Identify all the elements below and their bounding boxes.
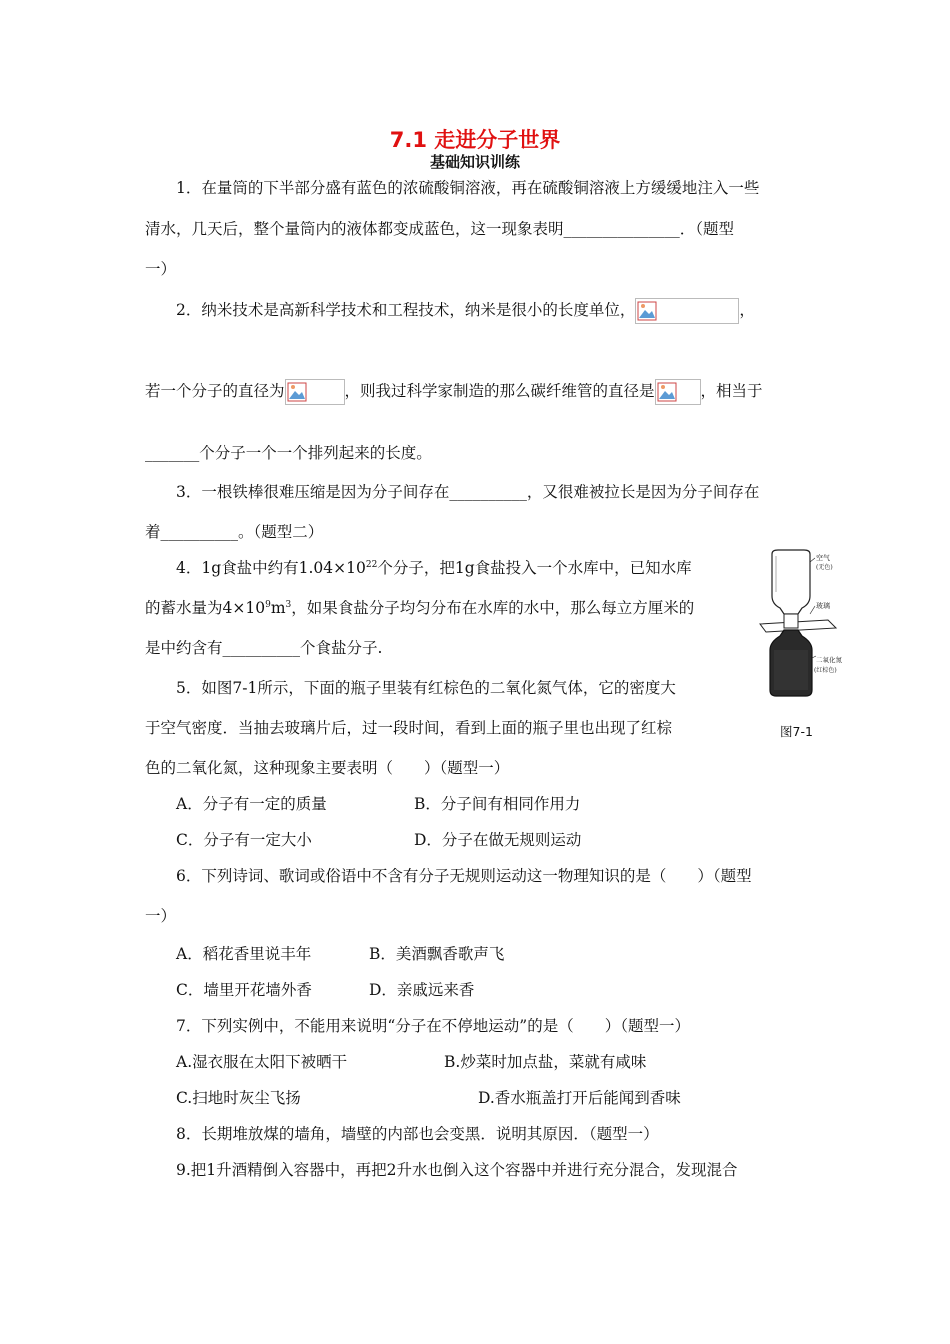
broken-image-icon <box>635 298 739 324</box>
q3-line1: 3．一根铁棒很难压缩是因为分子间存在__________，又很难被拉长是因为分子间存在 <box>176 483 760 501</box>
figure-caption: 图7-1 <box>780 724 813 739</box>
q7-line1: 7．下列实例中，不能用来说明“分子在不停地运动”的是（ ）（题型一） <box>176 1017 690 1035</box>
q4-exponent-3: 3 <box>285 599 292 610</box>
q5-line1: 5．如图7-1所示，下面的瓶子里装有红棕色的二氧化氮气体，它的密度大 <box>176 679 676 697</box>
q4-line2 <box>145 598 694 618</box>
q7-option-a: A.湿衣服在太阳下被晒干 <box>176 1053 348 1071</box>
q2-line1 <box>176 298 755 324</box>
q2-line1-end: ， <box>739 301 755 319</box>
broken-image-icon <box>285 379 345 405</box>
q9-line1: 9.把1升酒精倒入容器中，再把2升水也倒入这个容器中并进行充分混合，发现混合 <box>176 1161 738 1179</box>
q6-option-a: A．稻花香里说丰年 <box>176 945 312 963</box>
q4-line2-c: ，如果食盐分子均匀分布在水库的水中，那么每立方厘米的 <box>291 599 695 617</box>
q2-line2-c: ，相当于 <box>700 382 763 400</box>
q5-line2: 于空气密度．当抽去玻璃片后，过一段时间，看到上面的瓶子里也出现了红棕 <box>145 719 673 737</box>
q2-line2 <box>145 379 763 405</box>
q7-option-b: B.炒菜时加点盐，菜就有咸味 <box>444 1053 647 1071</box>
q2-line2-b: ，则我过科学家制造的那么碳纤维管的直径是 <box>344 382 655 400</box>
q4-line2-a: 的蓄水量为4×10 <box>145 599 266 617</box>
q6-option-d: D．亲戚远来香 <box>369 981 475 999</box>
q4-line1-a: 4．1g食盐中约有1.04×10 <box>176 559 366 577</box>
q6-line1: 6．下列诗词、歌词或俗语中不含有分子无规则运动这一物理知识的是（ ）（题型 <box>176 867 752 885</box>
figure-label-air-color: (无色) <box>816 564 833 571</box>
q6-option-c: C．墙里开花墙外香 <box>176 981 312 999</box>
q8-line1: 8．长期堆放煤的墙角，墙壁的内部也会变黑．说明其原因．（题型一） <box>176 1125 659 1143</box>
q4-unit: m <box>270 599 286 617</box>
q4-exponent-2: 9 <box>265 599 271 610</box>
q4-line1 <box>176 558 692 578</box>
q1-line1: 1．在量筒的下半部分盛有蓝色的浓硫酸铜溶液，再在硫酸铜溶液上方缓缓地注入一些 <box>176 179 760 197</box>
figure-label-no2: 二氧化氮 <box>816 656 842 664</box>
q1-line3: 一） <box>145 260 177 278</box>
section-subtitle: 基础知识训练 <box>429 153 520 171</box>
q4-exponent-1: 22 <box>365 559 378 570</box>
q2-line3: _______个分子一个一个排列起来的长度。 <box>145 444 432 462</box>
q5-option-b: B．分子间有相同作用力 <box>414 795 581 813</box>
figure-label-air: 空气 <box>816 554 830 562</box>
broken-image-icon <box>655 379 701 405</box>
q5-option-d: D．分子在做无规则运动 <box>414 831 582 849</box>
q7-option-d: D.香水瓶盖打开后能闻到香味 <box>478 1089 681 1107</box>
q5-option-a: A．分子有一定的质量 <box>176 795 327 813</box>
q4-line3: 是中约含有__________个食盐分子. <box>145 639 383 657</box>
figure-label-no2-color: (红棕色) <box>814 667 837 674</box>
q5-option-c: C．分子有一定大小 <box>176 831 312 849</box>
q3-line2: 着__________。（题型二） <box>145 523 324 541</box>
q5-line3: 色的二氧化氮，这种现象主要表明（ ）（题型一） <box>145 759 510 777</box>
figure-label-glass: 玻璃 <box>816 602 830 610</box>
q7-option-c: C.扫地时灰尘飞扬 <box>176 1089 301 1107</box>
page-title: 7.1 走进分子世界 <box>389 128 561 152</box>
q6-line2: 一） <box>145 907 177 925</box>
q2-line2-a: 若一个分子的直径为 <box>145 382 285 400</box>
gas-diffusion-figure <box>758 550 842 698</box>
q2-line1-text: 2．纳米技术是高新科学技术和工程技术，纳米是很小的长度单位， <box>176 301 636 319</box>
q6-option-b: B．美酒飘香歌声飞 <box>369 945 505 963</box>
q1-line2: 清水，几天后，整个量筒内的液体都变成蓝色，这一现象表明_______________．（题型 <box>145 220 735 238</box>
q4-line1-b: 个分子，把1g食盐投入一个水库中，已知水库 <box>377 559 692 577</box>
